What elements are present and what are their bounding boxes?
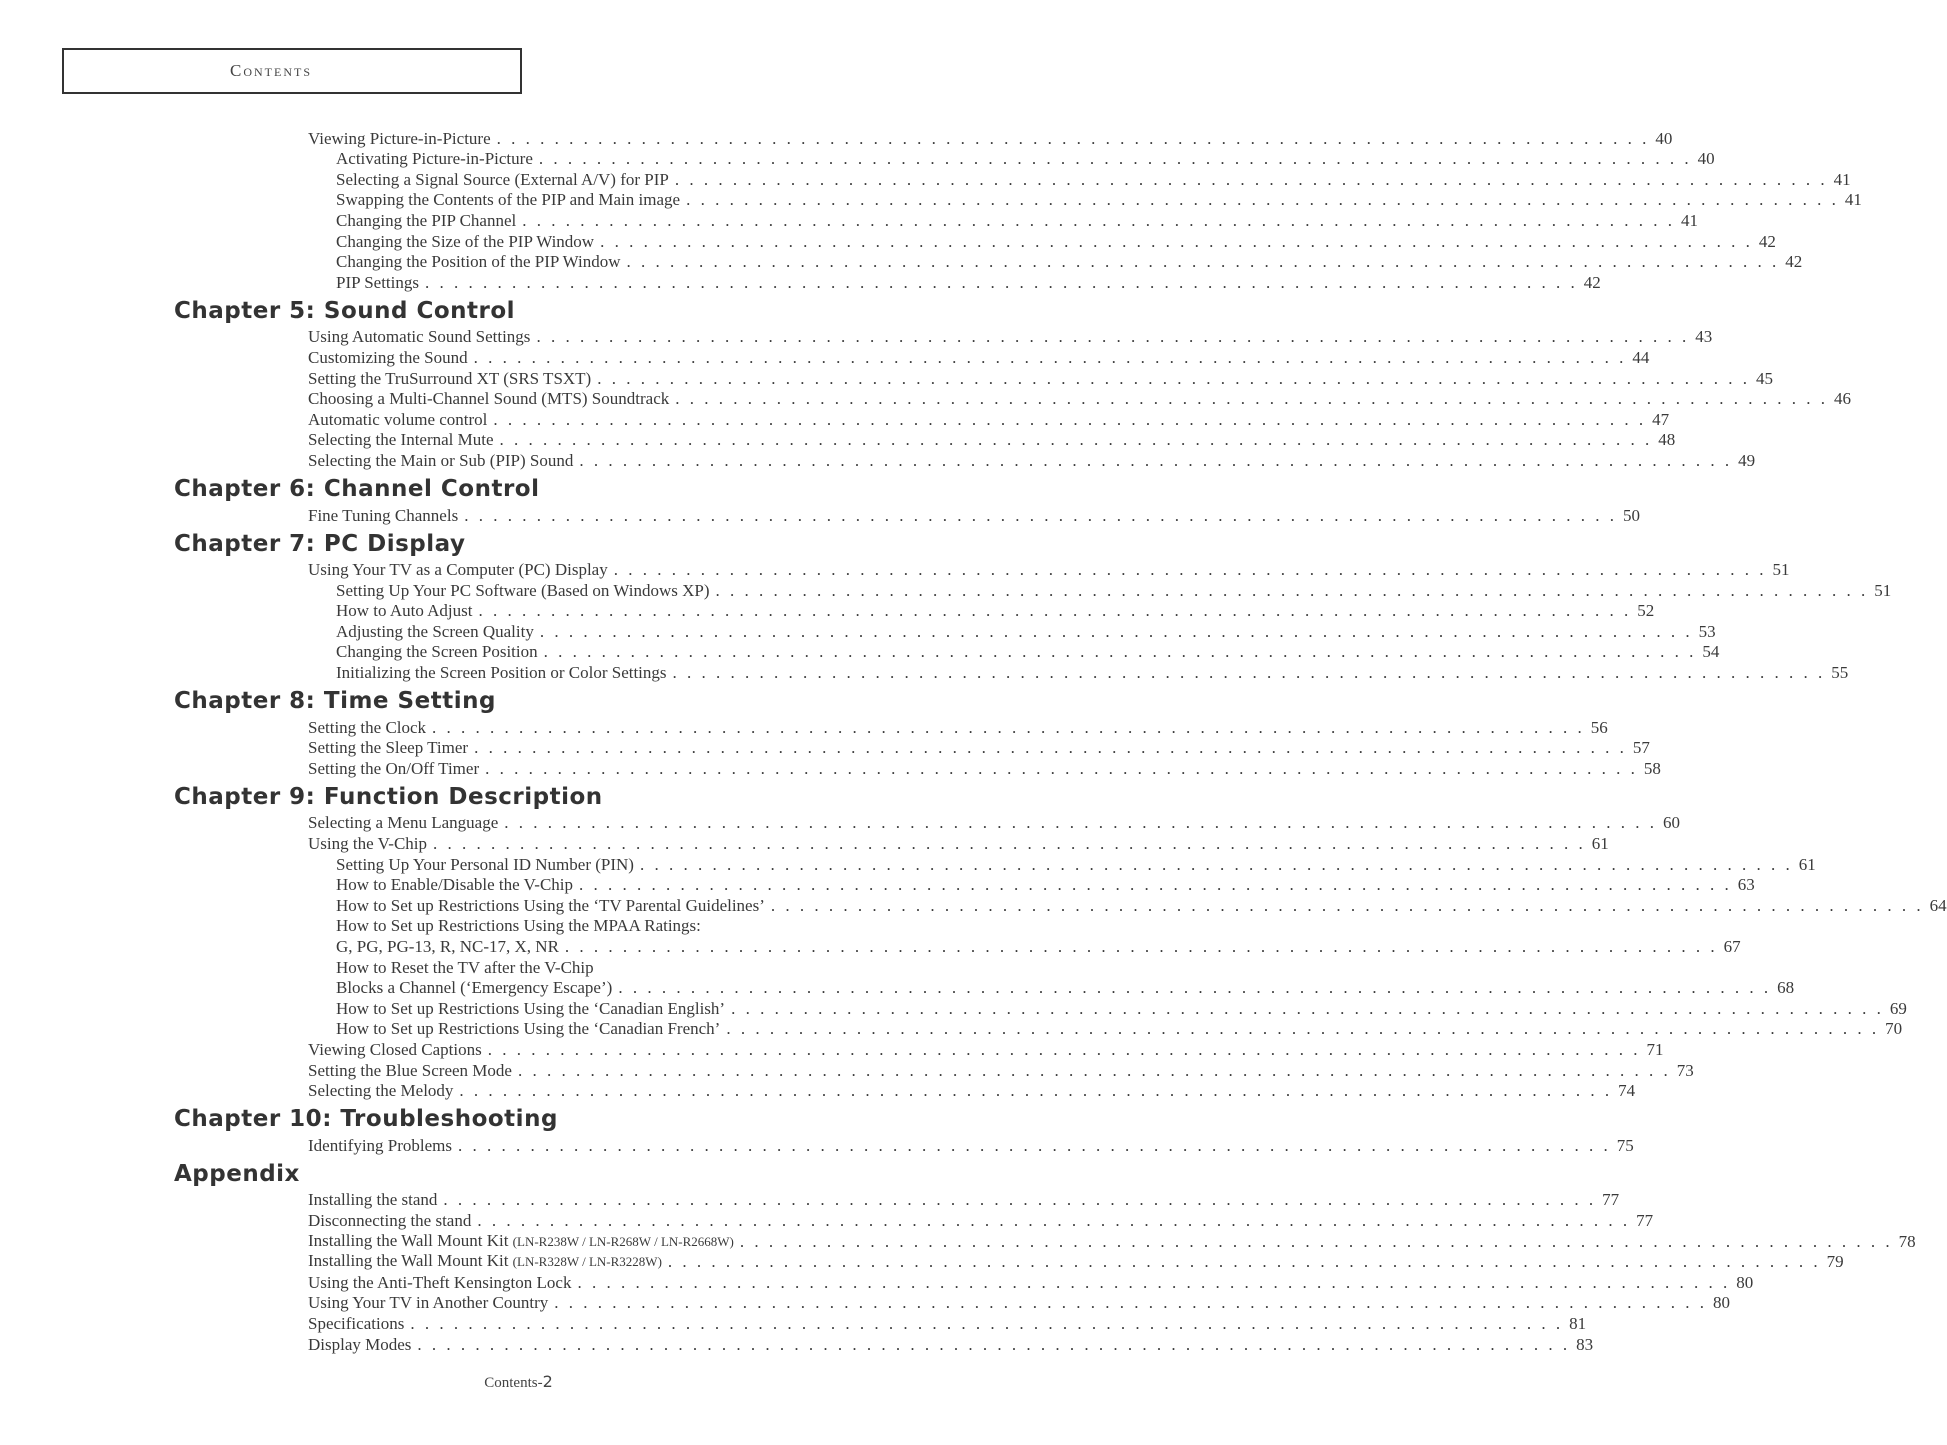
toc-entry-title (308, 129, 491, 149)
dot-leader: . . . . . . . . . . . . . . . . . . . . . . . . . . . . . . . . . . . . . . . . . . . . . . . . . . . . . . . . . . . . . . . . . . . . . . . . . . . . . . . . (499, 430, 1653, 450)
dot-leader: . . . . . . . . . . . . . . . . . . . . . . . . . . . . . . . . . . . . . . . . . . . . . . . . . . . . . . . . . . . . . . . . . . . . . . . . . . . . . . . . (485, 758, 1638, 778)
toc-entry-title (308, 1061, 512, 1081)
toc-entry[interactable] (174, 642, 1720, 663)
toc-entry[interactable] (174, 662, 1849, 683)
toc-entry[interactable] (174, 327, 1713, 348)
toc-entry-page: 77 (1602, 1190, 1620, 1210)
dot-leader: . . . . . . . . . . . . . . . . . . . . . . . . . . . . . . . . . . . . . . . . . . . . . . . . . . . . . . . . . . . . . . . . . . . . . . . . . . . . . . . . (493, 409, 1647, 429)
toc-entry-title-text: Specifications (308, 1313, 405, 1333)
dot-leader: . . . . . . . . . . . . . . . . . . . . . . . . . . . . . . . . . . . . . . . . . . . . . . . . . . . . . . . . . . . . . . . . . . . . . . . . . . . . . . . . (433, 834, 1586, 854)
dot-leader: . . . . . . . . . . . . . . . . . . . . . . . . . . . . . . . . . . . . . . . . . . . . . . . . . . . . . . . . . . . . . . . . . . . . . . . . . . . . . . . . (517, 1060, 1671, 1080)
toc-entry[interactable] (174, 601, 1655, 622)
toc-entry-title-text: Initializing the Screen Position or Color Settings (336, 663, 667, 683)
toc-entry[interactable] (174, 1039, 1664, 1060)
toc-entry-page: 40 (1697, 149, 1715, 169)
dot-leader: . . . . . . . . . . . . . . . . . . . . . . . . . . . . . . . . . . . . . . . . . . . . . . . . . . . . . . . . . . . . . . . . . . . . . . . . . . . . . . . . (464, 505, 1617, 525)
toc-entry[interactable] (174, 231, 1776, 252)
toc-entry[interactable] (174, 1334, 1594, 1355)
toc-entry-title (336, 958, 594, 978)
toc-entry[interactable] (174, 758, 1661, 779)
toc-entry[interactable] (174, 272, 1601, 293)
toc-entry[interactable] (174, 998, 1907, 1019)
footer-label: Contents- (484, 1375, 543, 1391)
toc-entry-title-text: G, PG, PG-13, R, NC-17, X, NR (336, 937, 559, 956)
toc-entry-title-text: Using the Anti-Theft Kensington Lock (308, 1272, 572, 1292)
toc-entry-title-text: Using Automatic Sound Settings (308, 327, 531, 347)
toc-entry-title (308, 369, 591, 389)
toc-entry-title-text: Setting the Clock (308, 717, 427, 737)
toc-entry-title (308, 327, 530, 347)
chapter-heading: Chapter 9: Function Description (174, 783, 603, 810)
toc-entry-title-text: How to Reset the TV after the V-Chip (336, 957, 594, 977)
toc-entry-title (308, 1314, 404, 1334)
dot-leader: . . . . . . . . . . . . . . . . . . . . . . . . . . . . . . . . . . . . . . . . . . . . . . . . . . . . . . . . . . . . . . . . . . . . . . . . . . . . . . . . (477, 1210, 1631, 1230)
toc-entry-title (308, 1335, 411, 1355)
toc-entry-title-text: Installing the Wall Mount Kit (308, 1230, 509, 1250)
toc-entry-title (308, 389, 669, 409)
toc-entry[interactable] (174, 1135, 1634, 1156)
toc-entry-title (336, 273, 419, 293)
toc-entry[interactable] (174, 1190, 1620, 1211)
toc-entry-title (308, 759, 479, 779)
toc-entry-title (336, 170, 669, 190)
footer-page-number: 2 (542, 1372, 553, 1391)
toc-entry[interactable] (174, 450, 1756, 471)
toc-entry-title-text: Selecting a Menu Language (308, 813, 499, 833)
toc-entry-page: 55 (1831, 663, 1849, 683)
toc-entry-title-text: Selecting the Main or Sub (PIP) Sound (308, 450, 574, 470)
dot-leader: . . . . . . . . . . . . . . . . . . . . . . . . . . . . . . . . . . . . . . . . . . . . . . . . . . . . . . . . . . . . . . . . . . . . . . . . . . . . . . . . (554, 1293, 1707, 1313)
toc-entry[interactable] (174, 560, 1790, 581)
toc-entry-page: 68 (1777, 978, 1795, 998)
toc-entry[interactable] (174, 169, 1851, 190)
toc-entry-page: 60 (1663, 813, 1680, 833)
toc-entry-page: 50 (1622, 505, 1640, 525)
toc-entry-page: 46 (1833, 389, 1851, 409)
dot-leader: . . . . . . . . . . . . . . . . . . . . . . . . . . . . . . . . . . . . . . . . . . . . . . . . . . . . . . . . . . . . . . . . . . . . . . . . . . . . . . . . (473, 347, 1627, 367)
toc-entry[interactable] (174, 978, 1795, 999)
toc-entry-title (336, 663, 667, 683)
toc-entry-page: 73 (1676, 1060, 1694, 1080)
toc-entry[interactable] (174, 368, 1773, 389)
toc-entry-title-text: How to Set up Restrictions Using the ‘TV Parental Guidelines’ (336, 895, 765, 915)
toc-entry-page: 78 (1898, 1231, 1916, 1251)
toc-entry-title (336, 916, 701, 936)
toc-entry-title (308, 1251, 662, 1272)
dot-leader: . . . . . . . . . . . . . . . . . . . . . . . . . . . . . . . . . . . . . . . . . . . . . . . . . . . . . . . . . . . . . . . . . . . . . . . . . . . . . . . . (459, 1081, 1613, 1101)
toc-entry-title-text: Swapping the Contents of the PIP and Main image (336, 190, 681, 210)
chapter-heading: Chapter 8: Time Setting (174, 688, 496, 715)
toc-entry-page: 42 (1785, 252, 1803, 272)
toc-entry-title (308, 1190, 437, 1210)
toc-entry-title (308, 1273, 571, 1293)
dot-leader: . . . . . . . . . . . . . . . . . . . . . . . . . . . . . . . . . . . . . . . . . . . . . . . . . . . . . . . . . . . . . . . . . . . . . . . . . . . . . . . . (487, 1039, 1641, 1059)
dot-leader: . . . . . . . . . . . . . . . . . . . . . . . . . . . . . . . . . . . . . . . . . . . . . . . . . . . . . . . . . . . . . . . . . . . . . . . . . . . . . . . . (432, 717, 1585, 737)
toc-entry-page: 77 (1636, 1210, 1654, 1230)
toc-entry-title-text: Fine Tuning Channels (308, 505, 459, 525)
toc-entry[interactable] (174, 149, 1715, 170)
toc-entry-title (336, 211, 516, 231)
dot-leader: . . . . . . . . . . . . . . . . . . . . . . . . . . . . . . . . . . . . . . . . . . . . . . . . . . . . . . . . . . . . . . . . . . . . . . . . . . . . . . . . (667, 1252, 1821, 1272)
toc-entry-title (336, 875, 573, 895)
toc-entry-model-numbers: (LN-R328W / LN-R3228W) (512, 1254, 662, 1270)
toc-entry-page: 47 (1652, 409, 1670, 429)
toc-entry-title-text: Viewing Picture-in-Picture (308, 128, 491, 148)
toc-entry-title-text: Automatic volume control (308, 409, 488, 429)
dot-leader: . . . . . . . . . . . . . . . . . . . . . . . . . . . . . . . . . . . . . . . . . . . . . . . . . . . . . . . . . . . . . . . . . . . . . . . . . . . . . . . . (626, 252, 1780, 272)
dot-leader: . . . . . . . . . . . . . . . . . . . . . . . . . . . . . . . . . . . . . . . . . . . . . . . . . . . . . . . . . . . . . . . . . . . . . . . . . . . . . . . . (522, 210, 1675, 230)
toc-entry[interactable] (174, 505, 1640, 526)
toc-entry-title-text: Installing the stand (308, 1190, 438, 1210)
dot-leader: . . . . . . . . . . . . . . . . . . . . . . . . . . . . . . . . . . . . . . . . . . . . . . . . . . . . . . . . . . . . . . . . . . . . . . . . . . . . . . . . (739, 1231, 1893, 1251)
toc-entry-title (336, 855, 634, 875)
toc-entry-title (308, 348, 468, 368)
toc-entry-page: 64 (1929, 895, 1947, 915)
dot-leader: . . . . . . . . . . . . . . . . . . . . . . . . . . . . . . . . . . . . . . . . . . . . . . . . . . . . . . . . . . . . . . . . . . . . . . . . . . . . . . . . (410, 1313, 1564, 1333)
toc-entry-title-text: Choosing a Multi-Channel Sound (MTS) Soundtrack (308, 389, 670, 409)
toc-entry-title-text: Setting Up Your Personal ID Number (PIN) (336, 854, 634, 874)
dot-leader: . . . . . . . . . . . . . . . . . . . . . . . . . . . . . . . . . . . . . . . . . . . . . . . . . . . . . . . . . . . . . . . . . . . . . . . . . . . . . . . . (424, 272, 1578, 292)
toc-entry-title (308, 1040, 482, 1060)
page-title: Contents (230, 61, 313, 80)
toc-entry-title (336, 190, 680, 210)
dot-leader: . . . . . . . . . . . . . . . . . . . . . . . . . . . . . . . . . . . . . . . . . . . . . . . . . . . . . . . . . . . . . . . . . . . . . . . . . . . . . . . . (579, 875, 1732, 895)
toc-entry-page: 51 (1772, 560, 1790, 580)
toc-entry-title-text: Changing the Position of the PIP Window (336, 252, 621, 272)
toc-entry-title-text: Display Modes (308, 1334, 412, 1354)
dot-leader: . . . . . . . . . . . . . . . . . . . . . . . . . . . . . . . . . . . . . . . . . . . . . . . . . . . . . . . . . . . . . . . . . . . . . . . . . . . . . . . . (543, 642, 1697, 662)
toc-entry[interactable] (174, 621, 1716, 642)
toc-entry-title-text: Disconnecting the stand (308, 1210, 472, 1230)
toc-entry-page: 41 (1680, 210, 1698, 230)
dot-leader: . . . . . . . . . . . . . . . . . . . . . . . . . . . . . . . . . . . . . . . . . . . . . . . . . . . . . . . . . . . . . . . . . . . . . . . . . . . . . . . . (579, 450, 1733, 470)
toc-entry[interactable] (174, 717, 1608, 738)
toc-entry-title (308, 1231, 734, 1252)
table-of-contents (174, 128, 1947, 1355)
toc-entry-title-text: Setting Up Your PC Software (Based on Windows XP) (336, 580, 710, 600)
toc-entry-title-text: Adjusting the Screen Quality (336, 621, 534, 641)
toc-entry-page: 83 (1576, 1334, 1594, 1354)
toc-entry[interactable] (174, 1210, 1654, 1231)
toc-entry[interactable] (174, 389, 1851, 410)
toc-entry-title (336, 937, 559, 957)
dot-leader: . . . . . . . . . . . . . . . . . . . . . . . . . . . . . . . . . . . . . . . . . . . . . . . . . . . . . . . . . . . . . . . . . . . . . . . . . . . . . . . . (536, 327, 1690, 347)
dot-leader: . . . . . . . . . . . . . . . . . . . . . . . . . . . . . . . . . . . . . . . . . . . . . . . . . . . . . . . . . . . . . . . . . . . . . . . . . . . . . . . . (417, 1334, 1571, 1354)
toc-entry-title-text: How to Auto Adjust (336, 601, 473, 621)
toc-entry-title (308, 1081, 453, 1101)
chapter-heading: Chapter 5: Sound Control (174, 297, 516, 324)
dot-leader: . . . . . . . . . . . . . . . . . . . . . . . . . . . . . . . . . . . . . . . . . . . . . . . . . . . . . . . . . . . . . . . . . . . . . . . . . . . . . . . . (600, 231, 1753, 251)
dot-leader: . . . . . . . . . . . . . . . . . . . . . . . . . . . . . . . . . . . . . . . . . . . . . . . . . . . . . . . . . . . . . . . . . . . . . . . . . . . . . . . . (577, 1272, 1731, 1292)
toc-entry-page: 71 (1646, 1039, 1664, 1059)
toc-entry-page: 48 (1658, 430, 1676, 450)
toc-entry-page: 80 (1712, 1293, 1730, 1313)
toc-entry-title-text: How to Enable/Disable the V-Chip (336, 875, 574, 895)
toc-entry-title-text: Setting the On/Off Timer (308, 758, 480, 778)
toc-entry-title (308, 813, 498, 833)
toc-entry-title (308, 410, 487, 430)
chapter-heading: Chapter 7: PC Display (174, 530, 466, 557)
toc-entry[interactable] (174, 1313, 1587, 1334)
toc-entry-title (308, 430, 494, 450)
toc-entry-title (308, 560, 608, 580)
toc-entry-title (308, 506, 458, 526)
toc-entry-title-text: Setting the Blue Screen Mode (308, 1060, 512, 1080)
toc-entry-title-text: Installing the Wall Mount Kit (308, 1251, 509, 1271)
toc-entry-page: 53 (1698, 621, 1716, 641)
toc-entry-title-text: Using Your TV as a Computer (PC) Display (308, 560, 608, 580)
toc-entry[interactable] (174, 854, 1816, 875)
toc-entry-title (336, 1019, 720, 1039)
toc-entry-title (336, 896, 765, 916)
toc-entry[interactable] (174, 1230, 1916, 1252)
toc-entry[interactable] (174, 916, 894, 937)
toc-entry[interactable] (174, 1060, 1694, 1081)
toc-entry-title-text: Identifying Problems (308, 1135, 453, 1155)
toc-entry[interactable] (174, 738, 1650, 759)
dot-leader: . . . . . . . . . . . . . . . . . . . . . . . . . . . . . . . . . . . . . . . . . . . . . . . . . . . . . . . . . . . . . . . . . . . . . . . . . . . . . . . . (539, 621, 1693, 641)
toc-entry[interactable] (174, 1251, 1844, 1273)
toc-entry[interactable] (174, 957, 894, 978)
toc-entry-title-text: Blocks a Channel (‘Emergency Escape’) (336, 978, 613, 998)
toc-entry-page: 79 (1826, 1252, 1844, 1272)
toc-entry-page: 69 (1889, 998, 1907, 1018)
toc-entry-title-text: How to Set up Restrictions Using the ‘Canadian French’ (336, 1019, 721, 1039)
toc-entry-title-text: Changing the PIP Channel (336, 210, 517, 230)
dot-leader: . . . . . . . . . . . . . . . . . . . . . . . . . . . . . . . . . . . . . . . . . . . . . . . . . . . . . . . . . . . . . . . . . . . . . . . . . . . . . . . . (613, 560, 1767, 580)
dot-leader: . . . . . . . . . . . . . . . . . . . . . . . . . . . . . . . . . . . . . . . . . . . . . . . . . . . . . . . . . . . . . . . . . . . . . . . . . . . . . . . . (672, 663, 1826, 683)
toc-entry-title (308, 1293, 548, 1313)
toc-entry-title (308, 451, 573, 471)
toc-entry[interactable] (174, 813, 1680, 834)
toc-entry-title-text: Changing the Screen Position (336, 642, 538, 662)
dot-leader: . . . . . . . . . . . . . . . . . . . . . . . . . . . . . . . . . . . . . . . . . . . . . . . . . . . . . . . . . . . . . . . . . . . . . . . . . . . . . . . . (715, 580, 1869, 600)
toc-entry-title-text: Viewing Closed Captions (308, 1039, 482, 1059)
toc-entry-page: 41 (1844, 190, 1862, 210)
toc-entry-title (308, 834, 427, 854)
dot-leader: . . . . . . . . . . . . . . . . . . . . . . . . . . . . . . . . . . . . . . . . . . . . . . . . . . . . . . . . . . . . . . . . . . . . . . . . . . . . . . . . (564, 937, 1718, 956)
dot-leader: . . . . . . . . . . . . . . . . . . . . . . . . . . . . . . . . . . . . . . . . . . . . . . . . . . . . . . . . . . . . . . . . . . . . . . . . . . . . . . . . (674, 169, 1828, 189)
toc-entry-title (308, 738, 468, 758)
toc-entry-page: 80 (1736, 1272, 1754, 1292)
toc-entry-page: 61 (1798, 854, 1816, 874)
dot-leader: . . . . . . . . . . . . . . . . . . . . . . . . . . . . . . . . . . . . . . . . . . . . . . . . . . . . . . . . . . . . . . . . . . . . . . . . . . . . . . . . (770, 895, 1924, 915)
toc-entry-page: 42 (1583, 272, 1601, 292)
toc-entry-title-text: PIP Settings (336, 272, 419, 292)
toc-entry-page: 56 (1590, 717, 1608, 737)
dot-leader: . . . . . . . . . . . . . . . . . . . . . . . . . . . . . . . . . . . . . . . . . . . . . . . . . . . . . . . . . . . . . . . . . . . . . . . . . . . . . . . . (618, 978, 1772, 998)
toc-entry-title-text: Setting the Sleep Timer (308, 738, 469, 758)
toc-entry-title-text: Selecting the Internal Mute (308, 430, 494, 450)
toc-entry-page: 43 (1695, 327, 1713, 347)
toc-entry-title (336, 978, 612, 998)
toc-entry[interactable] (174, 409, 1670, 430)
toc-entry-title-text: Changing the Size of the PIP Window (336, 231, 595, 251)
toc-entry[interactable] (174, 347, 1650, 368)
toc-entry-title-text: Customizing the Sound (308, 347, 468, 367)
contents-header-box (62, 48, 522, 94)
toc-entry-page: 45 (1755, 368, 1773, 388)
toc-entry-title-text: Using Your TV in Another Country (308, 1293, 549, 1313)
dot-leader: . . . . . . . . . . . . . . . . . . . . . . . . . . . . . . . . . . . . . . . . . . . . . . . . . . . . . . . . . . . . . . . . . . . . . . . . . . . . . . . . (597, 368, 1750, 388)
dot-leader: . . . . . . . . . . . . . . . . . . . . . . . . . . . . . . . . . . . . . . . . . . . . . . . . . . . . . . . . . . . . . . . . . . . . . . . . . . . . . . . . (538, 149, 1692, 169)
toc-entry[interactable] (174, 1019, 1903, 1040)
toc-entry-page: 57 (1632, 738, 1650, 758)
toc-entry[interactable] (174, 833, 1609, 854)
toc-entry-title-text: Selecting a Signal Source (External A/V) for PIP (336, 169, 669, 189)
toc-entry-page: 67 (1723, 937, 1741, 956)
toc-entry[interactable] (174, 1272, 1754, 1293)
chapter-heading: Appendix (174, 1160, 300, 1187)
toc-entry-title (336, 232, 594, 252)
dot-leader: . . . . . . . . . . . . . . . . . . . . . . . . . . . . . . . . . . . . . . . . . . . . . . . . . . . . . . . . . . . . . . . . . . . . . . . . . . . . . . . . (458, 1135, 1611, 1155)
toc-entry-page: 75 (1616, 1135, 1634, 1155)
dot-leader: . . . . . . . . . . . . . . . . . . . . . . . . . . . . . . . . . . . . . . . . . . . . . . . . . . . . . . . . . . . . . . . . . . . . . . . . . . . . . . . . (504, 813, 1657, 833)
dot-leader: . . . . . . . . . . . . . . . . . . . . . . . . . . . . . . . . . . . . . . . . . . . . . . . . . . . . . . . . . . . . . . . . . . . . . . . . . . . . . . . . (478, 601, 1632, 621)
toc-entry-title (336, 252, 621, 272)
toc-entry-title (336, 999, 725, 1019)
dot-leader: . . . . . . . . . . . . . . . . . . . . . . . . . . . . . . . . . . . . . . . . . . . . . . . . . . . . . . . . . . . . . . . . . . . . . . . . . . . . . . . . (675, 389, 1828, 409)
toc-entry-title-text: Activating Picture-in-Picture (336, 149, 533, 169)
dot-leader: . . . . . . . . . . . . . . . . . . . . . . . . . . . . . . . . . . . . . . . . . . . . . . . . . . . . . . . . . . . . . . . . . . . . . . . . . . . . . . . . (726, 1019, 1880, 1039)
toc-entry-title-text: How to Set up Restrictions Using the ‘Canadian English’ (336, 998, 726, 1018)
toc-entry-page: 70 (1885, 1019, 1903, 1039)
toc-entry-page: 51 (1874, 580, 1892, 600)
dot-leader: . . . . . . . . . . . . . . . . . . . . . . . . . . . . . . . . . . . . . . . . . . . . . . . . . . . . . . . . . . . . . . . . . . . . . . . . . . . . . . . . (731, 998, 1884, 1018)
dot-leader: . . . . . . . . . . . . . . . . . . . . . . . . . . . . . . . . . . . . . . . . . . . . . . . . . . . . . . . . . . . . . . . . . . . . . . . . . . . . . . . . (686, 190, 1839, 210)
dot-leader: . . . . . . . . . . . . . . . . . . . . . . . . . . . . . . . . . . . . . . . . . . . . . . . . . . . . . . . . . . . . . . . . . . . . . . . . . . . . . . . . (639, 854, 1793, 874)
toc-entry-page: 54 (1702, 642, 1720, 662)
chapter-heading: Chapter 6: Channel Control (174, 475, 540, 502)
toc-entry-page: 40 (1655, 128, 1673, 148)
toc-entry[interactable] (174, 1293, 1730, 1314)
toc-entry-model-numbers: (LN-R238W / LN-R268W / LN-R2668W) (512, 1233, 734, 1249)
toc-entry-title-text: Selecting the Melody (308, 1081, 454, 1101)
chapter-heading: Chapter 10: Troubleshooting (174, 1106, 558, 1133)
toc-entry-title (308, 1136, 452, 1156)
toc-entry[interactable] (174, 210, 1698, 231)
toc-entry-title (308, 718, 426, 738)
toc-entry[interactable] (174, 895, 1947, 916)
toc-entry-page: 74 (1618, 1081, 1636, 1101)
toc-entry-title (336, 149, 533, 169)
dot-leader: . . . . . . . . . . . . . . . . . . . . . . . . . . . . . . . . . . . . . . . . . . . . . . . . . . . . . . . . . . . . . . . . . . . . . . . . . . . . . . . . (496, 128, 1650, 148)
toc-entry[interactable] (174, 875, 1755, 896)
toc-entry[interactable] (174, 1081, 1636, 1102)
toc-entry-title-text: Using the V-Chip (308, 834, 428, 854)
toc-entry-page: 42 (1758, 231, 1776, 251)
toc-entry-title (336, 601, 473, 621)
toc-entry[interactable] (174, 936, 1741, 957)
toc-entry-title-text: Setting the TruSurround XT (SRS TSXT) (308, 368, 592, 388)
toc-entry-page: 58 (1643, 758, 1661, 778)
dot-leader: . . . . . . . . . . . . . . . . . . . . . . . . . . . . . . . . . . . . . . . . . . . . . . . . . . . . . . . . . . . . . . . . . . . . . . . . . . . . . . . . (443, 1190, 1597, 1210)
toc-entry-title (336, 642, 538, 662)
toc-entry[interactable] (174, 430, 1676, 451)
toc-entry-page: 81 (1569, 1313, 1587, 1333)
toc-entry-page: 52 (1637, 601, 1655, 621)
page-footer (0, 1372, 1037, 1392)
dot-leader: . . . . . . . . . . . . . . . . . . . . . . . . . . . . . . . . . . . . . . . . . . . . . . . . . . . . . . . . . . . . . . . . . . . . . . . . . . . . . . . . (474, 738, 1627, 758)
toc-entry[interactable] (174, 190, 1862, 211)
toc-entry-title (308, 1211, 471, 1231)
toc-entry[interactable] (174, 252, 1803, 273)
toc-entry-page: 41 (1833, 169, 1851, 189)
toc-entry[interactable] (174, 128, 1673, 149)
toc-entry-page: 61 (1591, 834, 1609, 854)
toc-entry-title (336, 581, 710, 601)
toc-entry-title (336, 622, 534, 642)
toc-entry-page: 63 (1737, 875, 1755, 895)
toc-entry-title-text: How to Set up Restrictions Using the MPAA Ratings: (336, 916, 701, 936)
toc-entry[interactable] (174, 580, 1892, 601)
toc-entry-page: 44 (1632, 347, 1650, 367)
toc-entry-page: 49 (1738, 450, 1756, 470)
